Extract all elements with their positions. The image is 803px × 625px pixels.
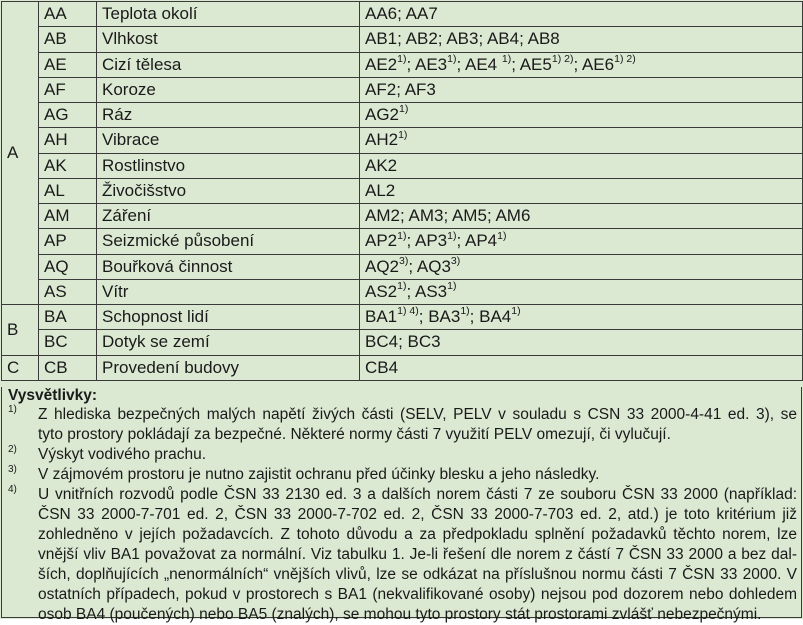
footnote-ref: 1) (399, 103, 409, 116)
class-code: AL2 (365, 180, 396, 200)
influence-code: AP (39, 229, 97, 254)
footnote-ref: 1) (511, 305, 521, 318)
table-row (2, 27, 803, 52)
external-influences-table (1, 1, 803, 381)
class-code: AQ3 (416, 256, 451, 276)
influence-code: AG (39, 103, 97, 128)
notes-list (8, 405, 797, 625)
class-code: CB4 (365, 357, 399, 377)
influence-name: Bouřková činnost (97, 254, 360, 279)
class-code: AE2 (365, 54, 398, 74)
class-code: AM3 (408, 206, 444, 226)
influence-name: Ráz (97, 103, 360, 128)
class-code: BC4 (365, 332, 399, 352)
influence-classes (360, 153, 803, 178)
class-code: BA1 (365, 307, 398, 327)
table-row (2, 153, 803, 178)
group-label: C (2, 355, 39, 380)
class-code: AK2 (365, 155, 398, 175)
class-code: AM6 (495, 206, 531, 226)
note-line: Výskyt vodivého prachu. (38, 446, 207, 463)
note-item (8, 465, 797, 485)
class-code: AP4 (465, 231, 498, 251)
note-item (8, 445, 797, 465)
footnote-ref: 1) 4) (397, 305, 419, 318)
influence-code: AH (39, 128, 97, 153)
influence-name: Koroze (97, 77, 360, 102)
note-marker: 4) (8, 484, 17, 495)
influence-classes: AA6; AA7 (360, 2, 803, 27)
footnote-ref: 1) (447, 52, 457, 65)
note-line: U vnitřních rozvodů podle ČSN 33 2130 ed. 3 a dalších norem části 7 ze souboru ČSN 33 2000 (například: (38, 486, 797, 503)
influence-classes: AQ2$^{3)}$; AQ3$^{3)}$ (360, 254, 803, 279)
influence-code: AK (39, 153, 97, 178)
table-row (2, 355, 803, 380)
influence-code: BA (39, 305, 97, 330)
influence-name: Seizmické působení (97, 229, 360, 254)
note-line: ších, doplňujících „nenormálních“ vnějších vlivů, lze se odkázat na příslušnou normu části 7 ČSN 33 2000. V (38, 566, 797, 583)
class-code: AF3 (404, 79, 436, 99)
notes-heading: Vysvětlivky: (8, 387, 98, 404)
class-code: AP3 (415, 231, 448, 251)
class-code: AB1 (365, 29, 398, 49)
class-code: BA3 (428, 307, 461, 327)
table-row (2, 229, 803, 254)
table-row (2, 52, 803, 77)
influence-code: AF (39, 77, 97, 102)
influence-name: Živočišstvo (97, 178, 360, 203)
note-item (8, 405, 797, 445)
influence-code: BC (39, 330, 97, 355)
footnote-ref: 1) 2) (614, 52, 636, 65)
table-row (2, 279, 803, 304)
class-code: AM2 (365, 206, 400, 226)
influence-name: Záření (97, 204, 360, 229)
table-row (2, 128, 803, 153)
footnote-ref: 1) (397, 52, 407, 65)
note-line: ČSN 33 2000-7-701 ed. 2, ČSN 33 2000-7-702 ed. 2, ČSN 33 2000-7-703 ed. 2, atd.) je toto kritérium již (38, 506, 797, 523)
influence-name: Vibrace (97, 128, 360, 153)
influence-classes: BC4; BC3 (360, 330, 803, 355)
influence-classes: AB1; AB2; AB3; AB4; AB8 (360, 27, 803, 52)
footnote-ref: 1) (447, 229, 457, 242)
note-line: tyto prostory pokládají za bezpečné. Některé normy části 7 využití PELV omezují, či vylučují. (38, 426, 671, 443)
class-code: BA4 (479, 307, 512, 327)
note-line: V zájmovém prostoru je nutno zajistit ochranu před účinky blesku a jeho následky. (38, 466, 600, 483)
footnote-ref: 1) (447, 280, 457, 293)
note-marker: 3) (8, 464, 17, 475)
influence-code: AS (39, 279, 97, 304)
influence-name: Teplota okolí (97, 2, 360, 27)
footnote-ref: 1) (501, 52, 512, 65)
influence-classes: AF2; AF3 (360, 77, 803, 102)
class-code: AQ2 (365, 256, 400, 276)
influence-name: Dotyk se zemí (97, 330, 360, 355)
influence-code: AB (39, 27, 97, 52)
class-code: AE4 (465, 54, 502, 74)
footnote-ref: 1) (397, 280, 407, 293)
class-code: BC3 (407, 332, 441, 352)
influence-classes: AS2$^{1)}$; AS3$^{1)}$ (360, 279, 803, 304)
table-row (2, 77, 803, 102)
influence-code: AQ (39, 254, 97, 279)
influence-code: AA (39, 2, 97, 27)
influence-classes: $BA1^{1) 4)}$; BA3$^{1)}$; BA4$^{1)}$ (360, 305, 803, 330)
table-row (2, 254, 803, 279)
note-marker: 2) (8, 444, 17, 455)
footnote-ref: 1) (460, 305, 470, 318)
influence-name: Provedení budovy (97, 355, 360, 380)
class-code: AB8 (527, 29, 560, 49)
influence-classes (360, 128, 803, 153)
influence-classes: AE2$^{1)}$; AE3$^{1)}$; AE4 $^{1)}$; $AE5^{1) 2)}$; $AE6^{1) 2)}$ (360, 52, 803, 77)
influence-classes: AM2; AM3; AM5; AM6 (360, 204, 803, 229)
footnote-ref: 1) (397, 229, 407, 242)
class-code: AM5 (451, 206, 487, 226)
class-code: AB2 (405, 29, 438, 49)
influence-name: Cizí tělesa (97, 52, 360, 77)
class-code: AB4 (486, 29, 520, 49)
footnote-ref: 1) (497, 229, 507, 242)
influence-name: Schopnost lidí (97, 305, 360, 330)
table-row (2, 305, 803, 330)
influence-code: AM (39, 204, 97, 229)
table-row (2, 330, 803, 355)
class-code: AS2 (365, 281, 398, 301)
class-code: AS3 (415, 281, 448, 301)
class-code: AP2 (365, 231, 398, 251)
table-row (2, 178, 803, 203)
influence-classes (360, 355, 803, 380)
class-code: AE3 (415, 54, 448, 74)
class-code: AH2 (365, 130, 399, 150)
influence-code: CB (39, 355, 97, 380)
influence-classes (360, 178, 803, 203)
class-code: AG2 (365, 105, 400, 125)
footnote-ref: 3) (399, 254, 409, 267)
influence-name: Rostlinstvo (97, 153, 360, 178)
table-row (2, 204, 803, 229)
notes-section (1, 387, 802, 623)
class-code: AA7 (405, 4, 438, 24)
note-marker: 1) (8, 404, 17, 415)
footnote-ref: 3) (450, 254, 461, 267)
group-label: A (2, 2, 39, 305)
footnote-ref: 1) (398, 128, 408, 141)
note-line: Z hlediska bezpečných malých napětí živých části (SELV, PELV v souladu s CSN 33 2000-4-41 ed. 3), se (38, 406, 797, 423)
influence-code: AE (39, 52, 97, 77)
note-line: osob BA4 (poučených) nebo BA5 (znalých), se mohou tyto prostory stát prostorami zvlášť nebezpečnými. (38, 606, 762, 623)
note-line: vnější vliv BA1 považovat za normální. Viz tabulku 1. Je-li řešení dle norem z částí 7 ČSN 33 2000 a bez dal- (38, 546, 797, 563)
influence-code: AL (39, 178, 97, 203)
influence-name: Vlhkost (97, 27, 360, 52)
table-row (2, 2, 803, 27)
class-code: AB3 (446, 29, 479, 49)
class-code: AA6 (365, 4, 398, 24)
class-code: AF2 (365, 79, 397, 99)
group-label: B (2, 305, 39, 356)
class-code: AE6 (581, 54, 615, 74)
note-line: zohledněno v jejích požadavcích. Z tohoto důvodu a za předpokladu splnění požadavků těchto norem, lze (38, 526, 797, 543)
footnote-ref: 1) 2) (551, 52, 574, 65)
note-item (8, 485, 797, 625)
table-row (2, 103, 803, 128)
influence-name: Vítr (97, 279, 360, 304)
class-code: AE5 (519, 54, 552, 74)
influence-classes (360, 103, 803, 128)
note-line: ostatních případech, pokud v prostorech s BA1 (nekvalifikované osoby) nejsou pod dozorem nebo dohledem (38, 586, 797, 603)
influence-classes: AP2$^{1)}$; AP3$^{1)}$; AP4$^{1)}$ (360, 229, 803, 254)
